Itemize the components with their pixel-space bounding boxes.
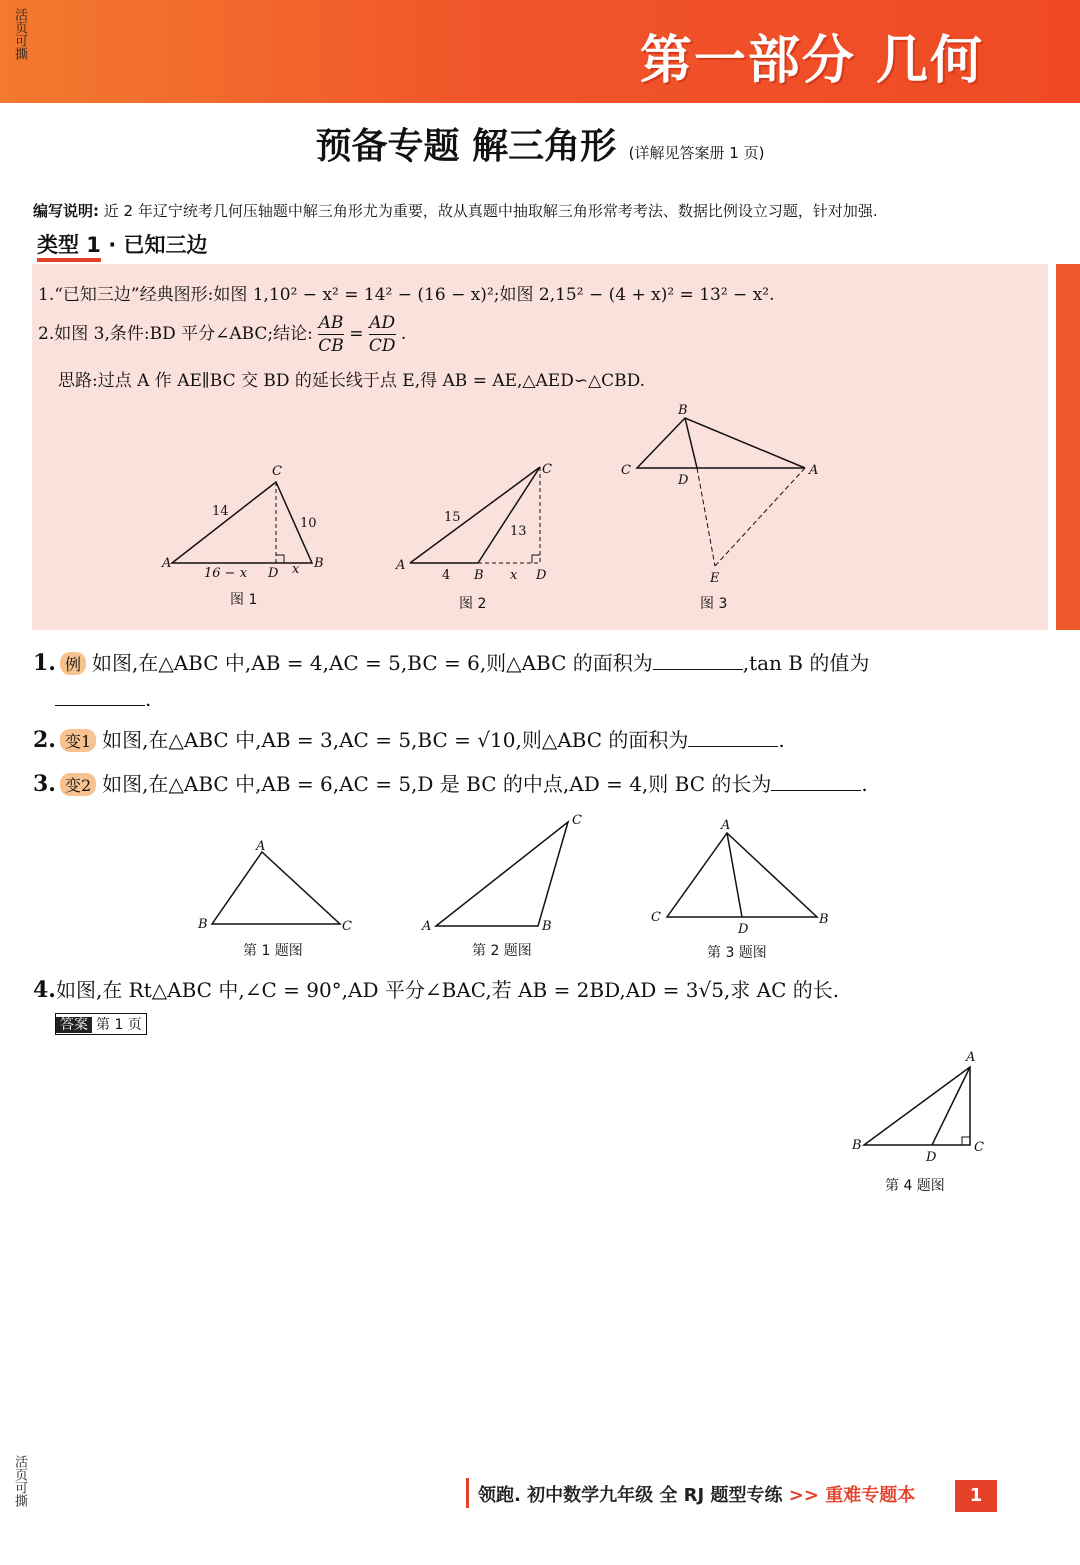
footer-section: 重难专题本 [825,1485,916,1506]
q3-label-a: A [721,818,731,833]
intro-text: 近 2 年辽宁统考几何压轴题中解三角形尤为重要，故从真题中抽取解三角形常考考法、数据比例设立习题，针对加强. [103,202,878,220]
question-4-figure [848,1045,998,1170]
page-title [0,118,1080,169]
knowledge-point-2 [38,312,406,357]
fig1-label-b: B [314,556,324,571]
fig2-label-c: C [542,462,552,477]
fraction-ab-cb [318,312,344,357]
knowledge-point-1: 1.“已知三边”经典图形:如图 1,10² − x² = 14² − (16 − x)²;如图 2,15² − (4 + x)² = 13² − x². [38,285,775,305]
footer-book-title: 领跑. 初中数学九年级 全 RJ 题型专练 [478,1485,783,1506]
question-1-badge: 例 [60,652,86,675]
question-1-blank-tan[interactable] [55,687,145,706]
question-1-line2 [55,687,151,711]
type-title: · 已知三边 [108,233,208,257]
fig1-base: 16 − x [204,566,248,581]
question-2-badge: 变1 [60,729,96,752]
fig1-side-10: 10 [300,516,317,531]
knowledge-point-3: 思路:过点 A 作 AE∥BC 交 BD 的延长线于点 E,得 AB = AE,△AED∽△CBD. [58,371,646,391]
fig3-label-d: D [678,473,689,488]
question-1-blank-area[interactable] [653,651,743,670]
fig3-label-a: A [809,463,819,478]
fig2-label-a: A [396,558,406,573]
q2-triangle [436,822,568,926]
question-1-end: . [145,687,152,711]
figure-2-caption: 图 2 [459,596,487,612]
question-3-badge: 变2 [60,773,96,796]
q2-label-c: C [572,813,582,828]
q4-bisector [932,1067,970,1145]
question-2-end: . [778,728,785,752]
fig3-extension [697,468,715,566]
question-2-text: 如图,在△ABC 中,AB = 3,AC = 5,BC = √10,则△ABC 的面积为 [102,728,689,752]
q2-label-b: B [542,919,552,934]
fig2-label-b: B [474,568,484,583]
figure-1-caption: 图 1 [230,592,258,608]
question-3-end: . [861,772,868,796]
fig2-right-angle [532,555,540,563]
knowledge-point-2-prefix: 2.如图 3,条件:BD 平分∠ABC;结论: [38,324,313,344]
question-3-figure-caption: 第 3 题图 [707,945,767,961]
question-3-figure [645,815,845,940]
q3-triangle [667,833,817,917]
question-3-text: 如图,在△ABC 中,AB = 6,AC = 5,D 是 BC 的中点,AD = 4,则 BC 的长为 [102,772,772,796]
fig1-triangle [172,482,312,563]
fig2-side-bc [478,467,540,563]
fig3-label-c: C [621,463,631,478]
q3-label-d: D [738,922,749,937]
fig2-side-13: 13 [510,524,527,539]
question-2-number: 2. [33,727,56,753]
q1-label-c: C [342,919,352,934]
frac2-top: AD [369,313,396,333]
fig1-side-14: 14 [212,504,229,519]
q3-label-b: B [819,912,829,927]
question-4-number: 4. [33,977,56,1003]
figure-2 [390,455,570,615]
question-1-mid: ,tan B 的值为 [742,651,870,675]
q1-label-b: B [198,917,208,932]
fig3-triangle [637,418,805,468]
type-heading [37,229,208,259]
fig3-label-b: B [678,403,688,418]
question-2 [33,724,785,753]
figure-3-caption: 图 3 [700,596,728,612]
q1-label-a: A [256,839,266,854]
question-3-blank[interactable] [771,772,861,791]
fig2-label-d: D [536,568,547,583]
question-3 [33,768,868,797]
q4-triangle [864,1067,970,1145]
question-4-text: 如图,在 Rt△ABC 中,∠C = 90°,AD 平分∠BAC,若 AB = 2BD,AD = 3√5,求 AC 的长. [55,978,840,1002]
frac-end: . [400,324,407,344]
q1-triangle [212,852,340,924]
q4-label-b: B [852,1138,862,1153]
question-1-text: 如图,在△ABC 中,AB = 4,AC = 5,BC = 6,则△ABC 的面积为 [91,651,653,675]
answer-tag-page: 第 1 页 [96,1017,142,1033]
fig2-x: x [510,568,518,583]
answer-reference-tag[interactable] [55,1013,147,1035]
frac2-bottom: CD [368,336,396,356]
fig2-side-4: 4 [442,568,451,583]
q3-label-c: C [651,910,661,925]
fig1-right-angle [276,555,284,563]
footer-bar [466,1478,469,1508]
tear-tab-bottom: 活页可撕 [12,1455,27,1507]
fig1-label-c: C [272,464,282,479]
footer-arrows: >> [788,1485,819,1506]
page-title-sub: (详解见答案册 1 页) [628,144,765,162]
fig1-label-d: D [268,566,279,581]
frac1-top: AB [318,313,344,333]
q4-label-a: A [966,1050,976,1065]
question-3-number: 3. [33,771,56,797]
question-1 [33,647,869,676]
footer-text [478,1481,915,1507]
question-2-figure [418,808,598,938]
question-2-blank[interactable] [688,728,778,747]
fig1-x: x [292,562,300,577]
fig3-label-e: E [710,571,720,586]
question-4 [33,974,839,1003]
q2-label-a: A [422,919,432,934]
intro [33,200,878,221]
fig3-bisector [685,418,697,468]
question-1-figure-caption: 第 1 题图 [243,943,303,959]
part-title: 第一部分 几何 [639,31,984,91]
figure-3 [615,398,835,598]
fig2-side-ac [410,467,540,563]
q4-label-c: C [974,1140,984,1155]
type-tag: 类型 1 [37,233,101,262]
answer-tag-dark: 答案 [56,1017,92,1033]
q4-label-d: D [926,1150,937,1165]
question-4-figure-caption: 第 4 题图 [885,1178,945,1194]
frac1-bottom: CB [318,336,344,356]
page-title-main: 预备专题 解三角形 [315,126,617,167]
intro-label: 编写说明: [33,202,99,220]
fraction-ad-cd [369,312,396,357]
question-1-figure [190,838,370,938]
fig3-ae [715,468,805,566]
question-2-figure-caption: 第 2 题图 [472,943,532,959]
frac-equals: = [349,324,364,344]
question-1-number: 1. [33,650,56,676]
fig2-side-15: 15 [444,510,461,525]
knowledge-box-edge [1056,264,1080,630]
fig1-label-a: A [162,556,172,571]
page-number: 1 [955,1480,997,1512]
tear-tab-top: 活页可撕 [12,8,27,60]
q4-right-angle [962,1137,970,1145]
